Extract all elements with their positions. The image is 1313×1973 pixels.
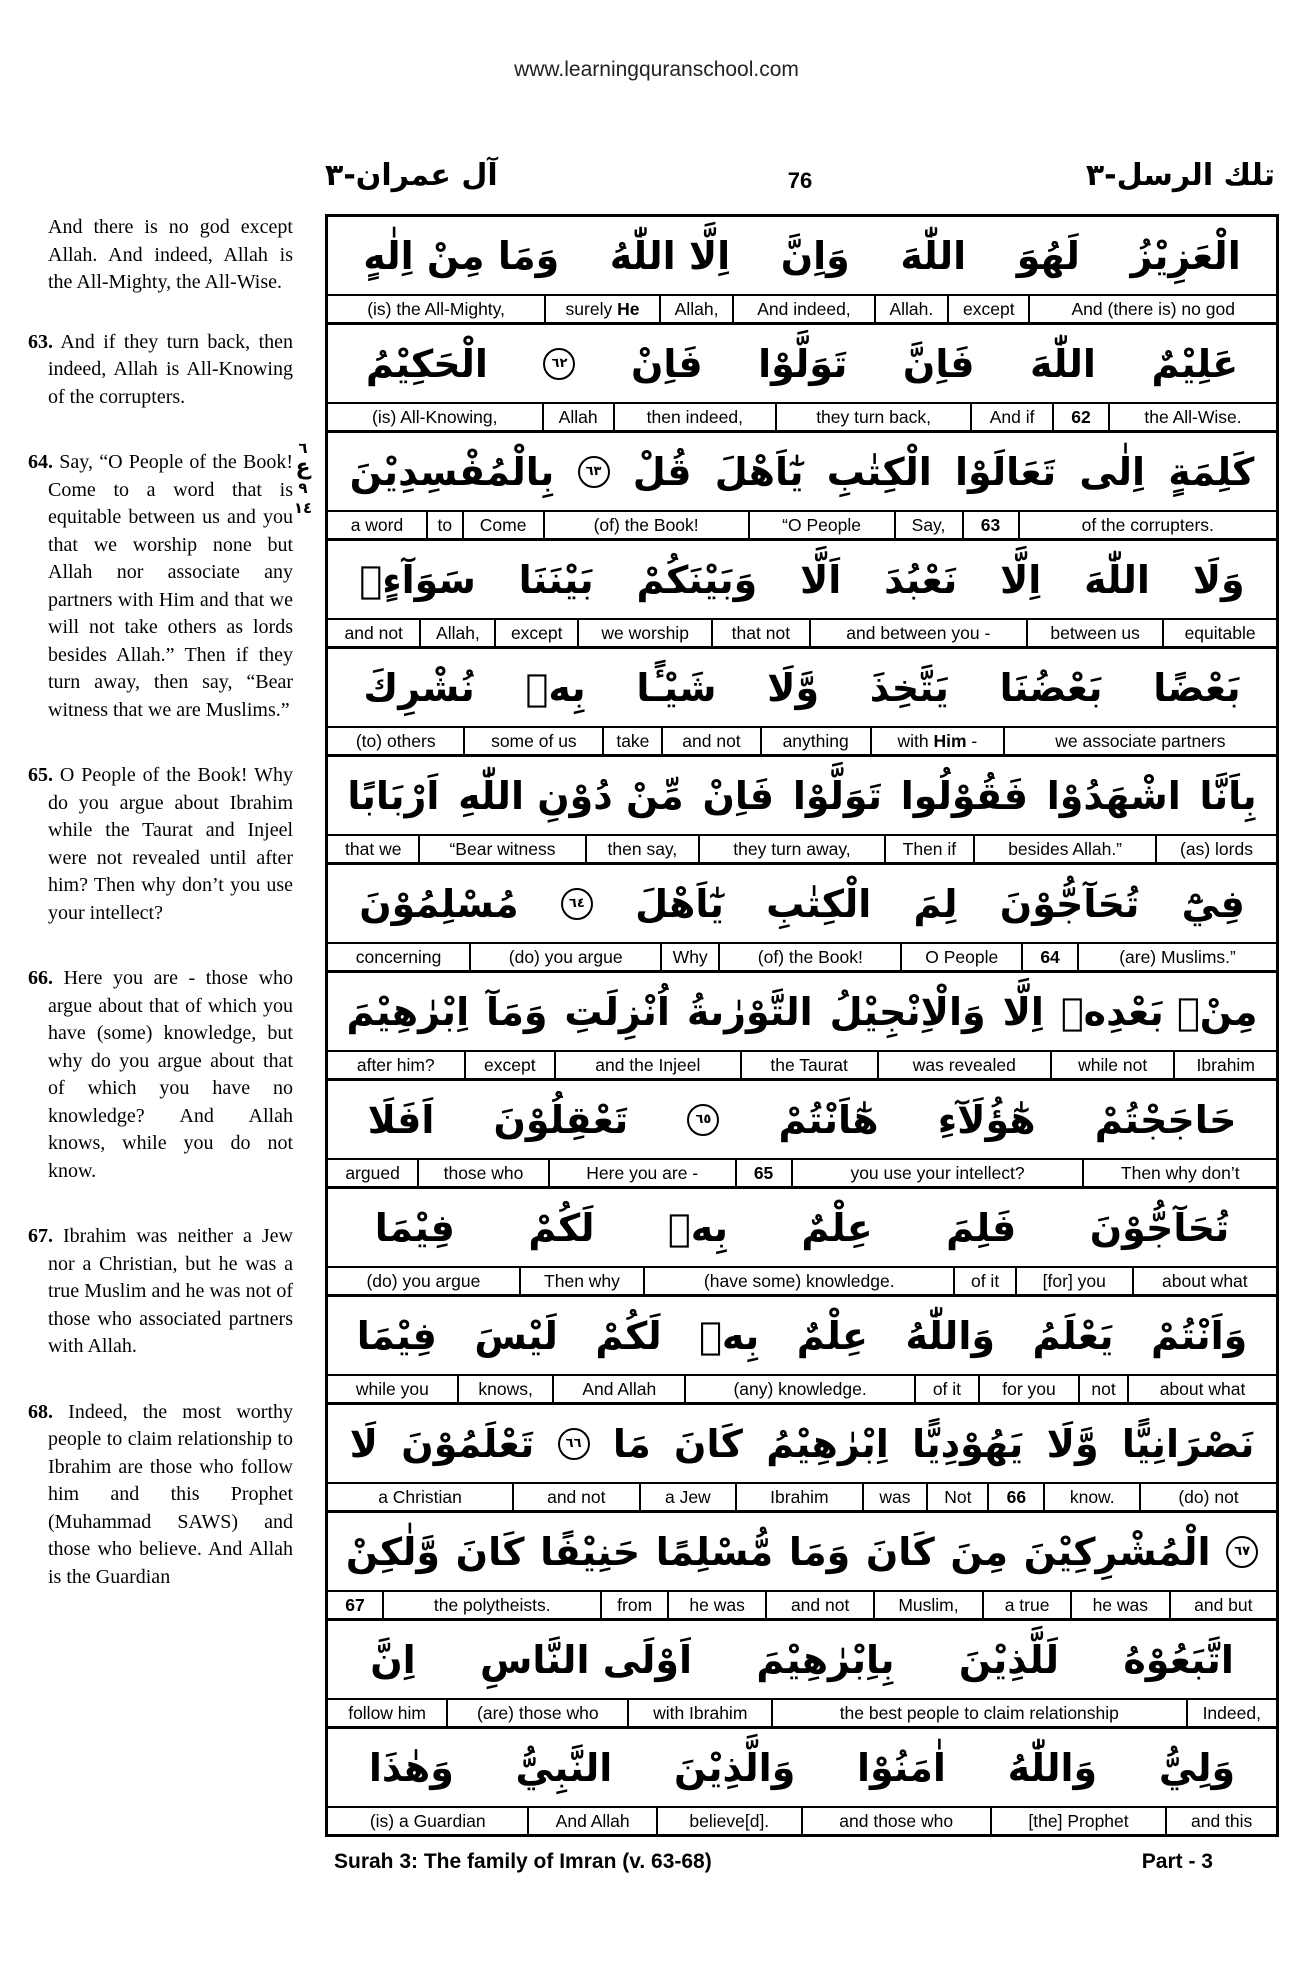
verse-translation	[28, 1223, 293, 1361]
verse-line	[328, 865, 1276, 973]
arabic-word: وَالْاِنْجِيْلُ	[829, 989, 986, 1034]
arabic-word: تُحَآجُّوْنَ	[999, 881, 1140, 926]
word-translation-cell: believe[d].	[656, 1808, 801, 1834]
translation-row	[328, 404, 1276, 433]
page-number: 76	[787, 168, 813, 193]
word-translation-cell: “Bear witness	[418, 836, 584, 862]
arabic-word: الْمُشْرِكِيْنَ	[1023, 1529, 1211, 1574]
arabic-word: فِيْمَا	[356, 1313, 437, 1358]
arabic-row	[328, 757, 1276, 836]
word-translation-cell: (have some) knowledge.	[643, 1268, 953, 1294]
arabic-word: اللّٰهَ	[1030, 341, 1096, 386]
arabic-word: مُسْلِمُوْنَ	[359, 881, 519, 926]
arabic-word: وَّلَا	[1046, 1421, 1099, 1466]
verse-text: Ibrahim was neither a Jew nor a Christian, but he was a true Muslim and he was not of those who associated partners with Allah.	[48, 1225, 293, 1357]
word-translation-cell: after him?	[356, 1055, 435, 1075]
arabic-word: الْعَزِيْزُ	[1130, 233, 1241, 278]
arabic-word: بِالْمُفْسِدِيْنَ	[349, 449, 555, 494]
arabic-word: بَيْنَنَا	[518, 557, 594, 602]
arabic-word: وَالَّذِيْنَ	[674, 1745, 796, 1790]
arabic-word: اشْهَدُوْا	[1046, 773, 1181, 818]
arabic-word: عِلْمٌ	[801, 1205, 873, 1250]
arabic-row	[328, 1729, 1276, 1808]
arabic-word: تَعَالَوْا	[955, 449, 1057, 494]
arabic-word: النَّبِيُّ	[515, 1745, 613, 1790]
site-url[interactable]: www.learningquranschool.com	[514, 58, 799, 81]
arabic-word: هٰٓؤُلَآءِ	[937, 1097, 1036, 1142]
word-translation-cell: from	[600, 1592, 666, 1618]
arabic-word: فَقُوْلُوا	[900, 773, 1028, 818]
word-translation-cell: Ibrahim	[735, 1484, 861, 1510]
arabic-word: اِلَّا اللّٰهُ	[609, 233, 731, 278]
word-translation-cell: and those who	[801, 1808, 990, 1834]
verse-number-cell: 64	[1021, 944, 1077, 970]
translation-row	[328, 944, 1276, 973]
word-translation-cell: except	[494, 620, 577, 646]
verse-number: 63.	[28, 330, 53, 353]
verse-number-cell: 67	[345, 1595, 365, 1615]
arabic-word: كَانَ	[455, 1529, 525, 1574]
word-translation-cell: Ibrahim	[1173, 1052, 1276, 1078]
word-translation-cell: and between you -	[809, 620, 1027, 646]
verse-text: O People of the Book! Why do you argue about Ibrahim while the Taurat and Injeel were not revealed until after him? Then why don’t you use your intellect?	[48, 764, 293, 924]
verse-line	[328, 1621, 1276, 1729]
arabic-row	[328, 1513, 1276, 1592]
translation-row	[328, 512, 1276, 541]
verse-text: And there is no god except Allah. And indeed, Allah is the All-Mighty, the All-Wise.	[48, 216, 293, 293]
arabic-word: مُّسْلِمًا	[655, 1529, 774, 1574]
verse-translation	[28, 1399, 293, 1592]
arabic-word: فَلِمَ	[946, 1205, 1017, 1250]
word-translation-cell: except	[464, 1052, 555, 1078]
word-translation-cell: And if	[970, 404, 1052, 430]
verse-text: And if they turn back, then indeed, Allah is All-Knowing of the corrupters.	[48, 330, 294, 408]
translation-column	[28, 214, 293, 1629]
word-translation-cell: (are) those who	[446, 1700, 627, 1726]
word-translation-cell: and this	[1165, 1808, 1276, 1834]
word-translation-cell: the best people to claim relationship	[771, 1700, 1185, 1726]
word-translation-cell: concerning	[355, 947, 442, 967]
arabic-word: فَاِنَّ	[902, 341, 975, 386]
arabic-row	[328, 649, 1276, 728]
word-translation-cell: about what	[1127, 1376, 1276, 1402]
footer-part: Part - 3	[1141, 1850, 1213, 1873]
word-translation-cell: between us	[1026, 620, 1162, 646]
word-translation-cell: Here you are -	[548, 1160, 735, 1186]
verse-line	[328, 1405, 1276, 1513]
word-by-word-table	[325, 214, 1279, 1837]
arabic-word: يَهُوْدِيًّا	[912, 1421, 1024, 1466]
verse-end-marker-icon: ٦٢	[543, 348, 575, 380]
translation-row	[328, 1808, 1276, 1834]
word-translation-cell: then say,	[585, 836, 699, 862]
verse-number-cell: 66	[987, 1484, 1043, 1510]
verse-end-marker-icon: ٦٣	[578, 456, 610, 488]
arabic-word: حَاجَجْتُمْ	[1094, 1097, 1237, 1142]
word-translation-cell: they turn back,	[775, 404, 970, 430]
word-translation-cell: anything	[760, 728, 870, 754]
verse-number: 65.	[28, 764, 53, 786]
arabic-word: اَفَلَا	[367, 1097, 435, 1142]
arabic-word: كَلِمَةٍ	[1168, 449, 1255, 494]
ruku-sign-icon: ع	[295, 455, 311, 480]
word-translation-cell: (any) knowledge.	[684, 1376, 914, 1402]
translation-row	[328, 1376, 1276, 1405]
verse-line	[328, 757, 1276, 865]
word-translation-cell: a true	[982, 1592, 1070, 1618]
word-translation-cell: (as) lords	[1155, 836, 1276, 862]
page-header	[325, 158, 1275, 208]
verse-line	[328, 433, 1276, 541]
arabic-word: اٰمَنُوْا	[857, 1745, 946, 1790]
word-translation-cell: with Ibrahim	[627, 1700, 771, 1726]
verse-line	[328, 1513, 1276, 1621]
word-translation-cell: Allah,	[419, 620, 494, 646]
arabic-word: لَلَّذِيْنَ	[958, 1637, 1060, 1682]
arabic-word: مِنْۢ بَعْدِهٖ	[1060, 989, 1258, 1034]
arabic-word: لَيْسَ	[474, 1313, 558, 1358]
arabic-word: تَعْلَمُوْنَ	[401, 1421, 535, 1466]
arabic-word: نُشْرِكَ	[363, 665, 475, 710]
arabic-word: فِيْمَا	[374, 1205, 455, 1250]
word-translation-cell: while you	[355, 1379, 429, 1399]
word-translation-cell: (of) the Book!	[543, 512, 748, 538]
arabic-word: بِاِبْرٰهِيْمَ	[756, 1637, 895, 1682]
arabic-word: حَنِيْفًا	[540, 1529, 641, 1574]
arabic-word: لَا	[349, 1421, 378, 1466]
verse-end-marker-icon: ٦٥	[687, 1104, 719, 1136]
word-translation-cell: Why	[660, 944, 718, 970]
verse-text: Indeed, the most worthy people to claim relationship to Ibrahim are those who follow him and this Prophet (Muhammad SAWS) and those who believe. And Allah is the Guardian	[48, 1400, 294, 1588]
arabic-word: وَلَا	[1192, 557, 1245, 602]
word-translation-cell: equitable	[1162, 620, 1276, 646]
word-translation-cell: not	[1078, 1376, 1127, 1402]
verse-text: Say, “O People of the Book! Come to a word that is equitable between us and you that we worship none but Allah nor associate any partners with Him and that we will not take others as lords besides Allah.” Then if they turn away, then say, “Bear witness that we are Muslims.”	[48, 451, 293, 721]
arabic-word: اِلَّا	[1000, 557, 1042, 602]
word-translation-cell: except	[947, 296, 1028, 322]
arabic-row	[328, 217, 1276, 296]
verse-number-cell: 63	[962, 512, 1018, 538]
arabic-word: اِبْرٰهِيْمَ	[346, 989, 470, 1034]
word-translation-cell: surely He	[544, 296, 659, 322]
word-translation-cell: Allah.	[874, 296, 948, 322]
word-translation-cell: that not	[711, 620, 808, 646]
word-translation-cell: he was	[1070, 1592, 1169, 1618]
arabic-word: بِهٖ	[699, 1313, 760, 1358]
word-translation-cell: while not	[1050, 1052, 1174, 1078]
verse-text: Here you are - those who argue about that of which you have (some) knowledge, but why do you argue about that of which you have no knowledge? And Allah knows, while you do not know.	[48, 967, 294, 1182]
word-translation-cell: we associate partners	[1003, 728, 1276, 754]
word-translation-cell: some of us	[463, 728, 602, 754]
word-translation-cell: (do) you argue	[366, 1271, 481, 1291]
ruku-bottom-number: ١٤	[293, 499, 313, 517]
arabic-word: وَاللّٰهُ	[905, 1313, 995, 1358]
verse-end-marker-icon: ٦٦	[558, 1428, 590, 1460]
translation-row	[328, 620, 1276, 649]
word-translation-cell: O People	[900, 944, 1021, 970]
word-translation-cell: (are) Muslims.”	[1077, 944, 1276, 970]
arabic-row	[328, 325, 1276, 404]
verse-line	[328, 1297, 1276, 1405]
word-translation-cell: those who	[417, 1160, 548, 1186]
arabic-word: مِّنْ دُوْنِ اللّٰهِ	[458, 773, 684, 818]
arabic-word: هٰٓاَنْتُمْ	[778, 1097, 879, 1142]
word-translation-cell: he was	[667, 1592, 766, 1618]
word-translation-cell: and not	[661, 728, 759, 754]
verse-number-cell: 62	[1052, 404, 1108, 430]
word-translation-cell: for you	[978, 1376, 1078, 1402]
word-translation-cell: [the] Prophet	[990, 1808, 1166, 1834]
word-translation-cell: Indeed,	[1186, 1700, 1276, 1726]
word-translation-cell: And indeed,	[732, 296, 873, 322]
arabic-word: شَيْـًٔا	[636, 665, 717, 710]
word-translation-cell: a word	[350, 515, 404, 535]
juz-name-header: تلك الرسل-٣	[1085, 158, 1275, 193]
arabic-word: تَوَلَّوْا	[792, 773, 883, 818]
verse-number: 68.	[28, 1400, 53, 1423]
arabic-word: يَعْلَمُ	[1032, 1313, 1114, 1358]
verse-number: 66.	[28, 967, 53, 989]
arabic-word: وَاِنَّ	[780, 233, 850, 278]
arabic-word: وَاَنْتُمْ	[1151, 1313, 1248, 1358]
verse-translation	[28, 762, 293, 927]
translation-row	[328, 1268, 1276, 1297]
arabic-word: بِهٖ	[525, 665, 586, 710]
arabic-row	[328, 433, 1276, 512]
arabic-word: وَلِيُّ	[1158, 1745, 1236, 1790]
word-translation-cell: Then why don’t	[1082, 1160, 1276, 1186]
arabic-word: فِيْٓ	[1181, 881, 1245, 926]
word-translation-cell: of it	[914, 1376, 978, 1402]
word-translation-cell: And Allah	[552, 1376, 684, 1402]
arabic-word: مِنَ	[950, 1529, 1009, 1574]
arabic-row	[328, 1621, 1276, 1700]
arabic-word: يٰٓاَهْلَ	[714, 449, 804, 494]
arabic-word: عَلِيْمٌ	[1151, 341, 1239, 386]
word-translation-cell: (is) the All-Mighty,	[367, 299, 505, 319]
word-translation-cell: Allah	[542, 404, 613, 430]
arabic-word: بَعْضُنَا	[999, 665, 1103, 710]
word-translation-cell: Then why	[519, 1268, 643, 1294]
arabic-word: بِاَنَّا	[1199, 773, 1257, 818]
arabic-word: بَعْضًا	[1153, 665, 1241, 710]
arabic-row	[328, 1189, 1276, 1268]
arabic-word: كَانَ	[674, 1421, 743, 1466]
arabic-word: وَبَيْنَكُمْ	[636, 557, 758, 602]
arabic-word: وَمَا مِنْ اِلٰهٍ	[363, 233, 560, 278]
word-translation-cell: follow him	[348, 1703, 427, 1723]
verse-line	[328, 325, 1276, 433]
arabic-row	[328, 1081, 1276, 1160]
verse-number: 64.	[28, 451, 53, 473]
word-translation-cell: besides Allah.”	[973, 836, 1155, 862]
arabic-word: وَمَا	[788, 1529, 851, 1574]
word-translation-cell: (do) you argue	[469, 944, 660, 970]
verse-line	[328, 541, 1276, 649]
word-translation-cell: Muslim,	[873, 1592, 982, 1618]
word-translation-cell: And Allah	[527, 1808, 656, 1834]
word-translation-cell: of the corrupters.	[1018, 512, 1277, 538]
arabic-word: يٰٓاَهْلَ	[635, 881, 724, 926]
arabic-word: اِلٰى	[1079, 449, 1146, 494]
arabic-word: وَهٰذَا	[368, 1745, 454, 1790]
arabic-row	[328, 865, 1276, 944]
verse-translation	[28, 449, 293, 724]
verse-translation	[28, 329, 293, 412]
arabic-word: وَاللّٰهُ	[1007, 1745, 1098, 1790]
verse-end-marker-icon: ٦٤	[561, 888, 593, 920]
arabic-word: لَكُمْ	[595, 1313, 662, 1358]
word-translation-cell: the polytheists.	[382, 1592, 600, 1618]
word-translation-cell: and but	[1169, 1592, 1276, 1618]
arabic-row	[328, 1405, 1276, 1484]
word-translation-cell: knows,	[457, 1376, 553, 1402]
verse-line	[328, 1189, 1276, 1297]
arabic-word: قُلْ	[632, 449, 692, 494]
word-translation-cell: the All-Wise.	[1108, 404, 1276, 430]
word-translation-cell: was revealed	[877, 1052, 1050, 1078]
word-translation-cell: you use your intellect?	[791, 1160, 1083, 1186]
word-translation-cell: about what	[1132, 1268, 1276, 1294]
arabic-word: عِلْمٌ	[796, 1313, 868, 1358]
word-translation-cell: “O People	[748, 512, 894, 538]
arabic-word: اَوْلَى النَّاسِ	[479, 1637, 693, 1682]
word-translation-cell: to	[426, 512, 462, 538]
arabic-word: الْكِتٰبِ	[826, 449, 932, 494]
word-translation-cell: Say,	[894, 512, 962, 538]
word-translation-cell: (is) All-Knowing,	[372, 407, 498, 427]
arabic-word: مَا	[612, 1421, 651, 1466]
word-translation-cell: Allah,	[659, 296, 733, 322]
arabic-word: اللّٰهَ	[1084, 557, 1150, 602]
word-translation-cell: a Jew	[639, 1484, 736, 1510]
word-translation-cell: they turn away,	[698, 836, 883, 862]
arabic-word: لَهُوَ	[1016, 233, 1080, 278]
arabic-word: اُنْزِلَتِ	[564, 989, 670, 1034]
translation-row	[328, 1700, 1276, 1729]
arabic-word: اِنَّ	[370, 1637, 416, 1682]
arabic-word: اِلَّا	[1002, 989, 1044, 1034]
arabic-row	[328, 973, 1276, 1052]
arabic-word: لِمَ	[913, 881, 958, 926]
translation-row	[328, 1592, 1276, 1621]
arabic-word: الْحَكِيْمُ	[365, 341, 488, 386]
word-translation-cell: know.	[1043, 1484, 1139, 1510]
arabic-word: كَانَ	[865, 1529, 935, 1574]
word-translation-cell: (to) others	[355, 731, 436, 751]
arabic-word: فَاِنْ	[702, 773, 775, 818]
ruku-marker	[283, 438, 323, 518]
word-translation-cell: and not	[344, 623, 403, 643]
translation-row	[328, 836, 1276, 865]
arabic-word: نَعْبُدَ	[884, 557, 958, 602]
surah-name-header: آل عمران-٣	[325, 158, 498, 193]
word-translation-cell: then indeed,	[613, 404, 775, 430]
word-translation-cell: with Him -	[870, 728, 1003, 754]
word-translation-cell: (of) the Book!	[718, 944, 900, 970]
verse-line	[328, 973, 1276, 1081]
word-translation-cell: argued	[345, 1163, 400, 1183]
verse-end-marker-icon: ٦٧	[1226, 1536, 1258, 1568]
word-translation-cell: And (there is) no god	[1028, 296, 1276, 322]
arabic-word: اللّٰهَ	[900, 233, 967, 278]
verse-line	[328, 217, 1276, 325]
arabic-word: لَكُمْ	[528, 1205, 595, 1250]
ruku-middle-number: ٩	[298, 479, 308, 497]
word-translation-cell: the Taurat	[740, 1052, 877, 1078]
arabic-word: فَاِنْ	[631, 341, 703, 386]
arabic-word: اَرْبَابًا	[347, 773, 440, 818]
word-translation-cell: was	[862, 1484, 927, 1510]
word-translation-cell: [for] you	[1015, 1268, 1132, 1294]
arabic-word: تَعْقِلُوْنَ	[493, 1097, 629, 1142]
arabic-word: وَمَآ	[486, 989, 548, 1034]
word-translation-cell: (do) not	[1139, 1484, 1276, 1510]
footer-surah-info: Surah 3: The family of Imran (v. 63-68)	[334, 1850, 712, 1873]
word-translation-cell: a Christian	[378, 1487, 462, 1507]
arabic-word: وَّلَا	[767, 665, 820, 710]
arabic-word: اتَّبَعُوْهُ	[1123, 1637, 1234, 1682]
word-translation-cell: and the Injeel	[554, 1052, 739, 1078]
word-translation-cell: Not	[926, 1484, 987, 1510]
arabic-word: وَّلٰكِنْ	[345, 1529, 441, 1574]
arabic-word: نَصْرَانِيًّا	[1121, 1421, 1255, 1466]
ruku-top-number: ٦	[298, 439, 308, 457]
word-translation-cell: Come	[462, 512, 543, 538]
verse-translation	[28, 965, 293, 1185]
word-translation-cell: of it	[953, 1268, 1015, 1294]
arabic-word: الْكِتٰبِ	[766, 881, 872, 926]
arabic-word: تُحَآجُّوْنَ	[1089, 1205, 1230, 1250]
arabic-row	[328, 1297, 1276, 1376]
arabic-word: التَّوْرٰىةُ	[686, 989, 813, 1034]
verse-number-cell: 65	[735, 1160, 791, 1186]
word-translation-cell: Then if	[884, 836, 974, 862]
arabic-word: اِبْرٰهِيْمُ	[766, 1421, 889, 1466]
verse-line	[328, 1729, 1276, 1834]
verse-translation	[28, 214, 293, 297]
arabic-word: سَوَآءٍۢ	[359, 557, 476, 602]
arabic-word: تَوَلَّوْا	[758, 341, 848, 386]
verse-number: 67.	[28, 1225, 53, 1247]
translation-row	[328, 296, 1276, 325]
word-translation-cell: take	[602, 728, 661, 754]
verse-line	[328, 1081, 1276, 1189]
arabic-word: يَتَّخِذَ	[869, 665, 949, 710]
word-translation-cell: and not	[512, 1484, 638, 1510]
word-translation-cell: and not	[765, 1592, 872, 1618]
word-translation-cell: (is) a Guardian	[369, 1811, 486, 1831]
translation-row	[328, 728, 1276, 757]
arabic-word: بِهٖ	[667, 1205, 729, 1250]
word-translation-cell: that we	[345, 839, 402, 859]
translation-row	[328, 1052, 1276, 1081]
verse-line	[328, 649, 1276, 757]
arabic-word: اَلَّا	[800, 557, 842, 602]
translation-row	[328, 1160, 1276, 1189]
word-translation-cell: we worship	[577, 620, 711, 646]
translation-row	[328, 1484, 1276, 1513]
arabic-row	[328, 541, 1276, 620]
